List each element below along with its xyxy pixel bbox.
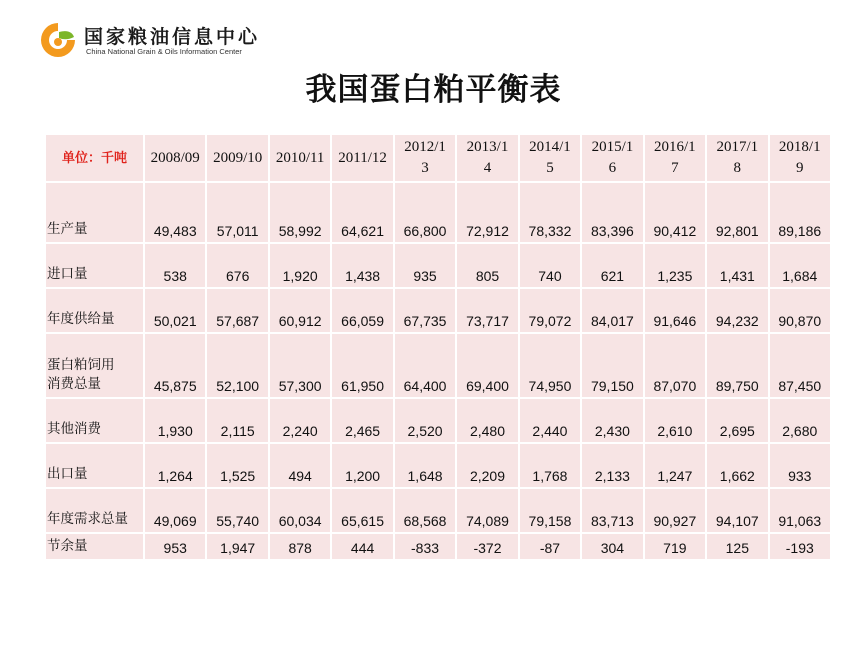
table-row bbox=[45, 288, 831, 333]
logo-mark-icon bbox=[38, 20, 78, 60]
logo-name-en: China National Grain & Oils Information Center bbox=[86, 47, 242, 56]
table-cell: 94,232 bbox=[706, 288, 768, 333]
table-cell: 66,800 bbox=[394, 182, 456, 243]
table-cell: 73,717 bbox=[456, 288, 518, 333]
column-header: 2008/09 bbox=[144, 134, 206, 182]
table-cell: 1,930 bbox=[144, 398, 206, 443]
table-cell: 304 bbox=[581, 533, 643, 560]
table-row bbox=[45, 333, 831, 398]
table-cell: 67,735 bbox=[394, 288, 456, 333]
row-label: 出口量 bbox=[45, 443, 144, 488]
row-label: 蛋白粕饲用 消费总量 bbox=[45, 333, 144, 398]
table-cell: 49,069 bbox=[144, 488, 206, 533]
table-cell: -87 bbox=[519, 533, 581, 560]
table-cell: 1,684 bbox=[769, 243, 831, 288]
column-header: 2016/1 7 bbox=[644, 134, 706, 182]
row-label: 进口量 bbox=[45, 243, 144, 288]
table-cell: 1,525 bbox=[206, 443, 268, 488]
table-cell: 1,648 bbox=[394, 443, 456, 488]
table-row bbox=[45, 443, 831, 488]
table-cell: 878 bbox=[269, 533, 331, 560]
table-cell: 1,662 bbox=[706, 443, 768, 488]
row-label: 年度需求总量 bbox=[45, 488, 144, 533]
table-cell: 89,186 bbox=[769, 182, 831, 243]
logo bbox=[38, 18, 278, 62]
table-cell: 2,610 bbox=[644, 398, 706, 443]
table-cell: 90,412 bbox=[644, 182, 706, 243]
table-cell: 64,621 bbox=[331, 182, 393, 243]
table-cell: 933 bbox=[769, 443, 831, 488]
table-cell: 91,063 bbox=[769, 488, 831, 533]
column-header: 2014/1 5 bbox=[519, 134, 581, 182]
table-cell: -833 bbox=[394, 533, 456, 560]
table-cell: -193 bbox=[769, 533, 831, 560]
table-cell: 1,768 bbox=[519, 443, 581, 488]
page-title: 我国蛋白粕平衡表 bbox=[305, 72, 562, 108]
column-header: 2017/1 8 bbox=[706, 134, 768, 182]
table-cell: 87,450 bbox=[769, 333, 831, 398]
table-row bbox=[45, 182, 831, 243]
table-cell: 621 bbox=[581, 243, 643, 288]
table-row bbox=[45, 398, 831, 443]
table-cell: 45,875 bbox=[144, 333, 206, 398]
table-cell: 805 bbox=[456, 243, 518, 288]
column-header: 2013/1 4 bbox=[456, 134, 518, 182]
table-cell: 55,740 bbox=[206, 488, 268, 533]
table-cell: 52,100 bbox=[206, 333, 268, 398]
table-cell: 444 bbox=[331, 533, 393, 560]
table-cell: 2,480 bbox=[456, 398, 518, 443]
table-cell: 74,950 bbox=[519, 333, 581, 398]
balance-table bbox=[44, 133, 832, 561]
table-cell: 83,396 bbox=[581, 182, 643, 243]
table-cell: 740 bbox=[519, 243, 581, 288]
table-cell: 87,070 bbox=[644, 333, 706, 398]
table-cell: 91,646 bbox=[644, 288, 706, 333]
table-cell: 89,750 bbox=[706, 333, 768, 398]
table-cell: 719 bbox=[644, 533, 706, 560]
column-header: 2009/10 bbox=[206, 134, 268, 182]
table-cell: 79,150 bbox=[581, 333, 643, 398]
table-cell: 1,200 bbox=[331, 443, 393, 488]
table-cell: 2,209 bbox=[456, 443, 518, 488]
table-cell: 69,400 bbox=[456, 333, 518, 398]
table-cell: 72,912 bbox=[456, 182, 518, 243]
column-header: 2011/12 bbox=[331, 134, 393, 182]
column-header: 2012/1 3 bbox=[394, 134, 456, 182]
table-cell: 1,438 bbox=[331, 243, 393, 288]
table-cell: 538 bbox=[144, 243, 206, 288]
table-cell: 57,300 bbox=[269, 333, 331, 398]
table-cell: 74,089 bbox=[456, 488, 518, 533]
table-cell: 1,920 bbox=[269, 243, 331, 288]
table-cell: 66,059 bbox=[331, 288, 393, 333]
table-cell: 94,107 bbox=[706, 488, 768, 533]
table-cell: 57,687 bbox=[206, 288, 268, 333]
table-cell: 83,713 bbox=[581, 488, 643, 533]
table-cell: 78,332 bbox=[519, 182, 581, 243]
table-row bbox=[45, 488, 831, 533]
table-row bbox=[45, 533, 831, 560]
table-cell: 92,801 bbox=[706, 182, 768, 243]
column-header: 2018/1 9 bbox=[769, 134, 831, 182]
table-cell: 2,240 bbox=[269, 398, 331, 443]
table-header-row bbox=[45, 134, 831, 182]
table-cell: 58,992 bbox=[269, 182, 331, 243]
table-cell: 50,021 bbox=[144, 288, 206, 333]
unit-label: 单位：千吨 bbox=[45, 134, 144, 182]
table-cell: 61,950 bbox=[331, 333, 393, 398]
table-cell: 57,011 bbox=[206, 182, 268, 243]
column-header: 2015/1 6 bbox=[581, 134, 643, 182]
table-cell: 90,927 bbox=[644, 488, 706, 533]
table-cell: 79,158 bbox=[519, 488, 581, 533]
table-cell: 676 bbox=[206, 243, 268, 288]
row-label: 节余量 bbox=[45, 533, 144, 560]
table-cell: 1,264 bbox=[144, 443, 206, 488]
table-cell: 2,430 bbox=[581, 398, 643, 443]
logo-name-cn: 国家粮油信息中心 bbox=[84, 26, 261, 48]
column-header: 2010/11 bbox=[269, 134, 331, 182]
table-cell: 2,133 bbox=[581, 443, 643, 488]
table-row bbox=[45, 243, 831, 288]
row-label: 年度供给量 bbox=[45, 288, 144, 333]
table-cell: 90,870 bbox=[769, 288, 831, 333]
table-cell: 84,017 bbox=[581, 288, 643, 333]
table-cell: 68,568 bbox=[394, 488, 456, 533]
table-cell: 1,235 bbox=[644, 243, 706, 288]
table-cell: 60,912 bbox=[269, 288, 331, 333]
table-cell: 64,400 bbox=[394, 333, 456, 398]
table-cell: 1,247 bbox=[644, 443, 706, 488]
row-label: 其他消费 bbox=[45, 398, 144, 443]
table-cell: 2,520 bbox=[394, 398, 456, 443]
table-cell: 2,680 bbox=[769, 398, 831, 443]
table-cell: 2,115 bbox=[206, 398, 268, 443]
table-cell: 1,431 bbox=[706, 243, 768, 288]
table-cell: 935 bbox=[394, 243, 456, 288]
table-cell: -372 bbox=[456, 533, 518, 560]
table-cell: 60,034 bbox=[269, 488, 331, 533]
table-cell: 953 bbox=[144, 533, 206, 560]
table-cell: 494 bbox=[269, 443, 331, 488]
row-label: 生产量 bbox=[45, 182, 144, 243]
table-cell: 1,947 bbox=[206, 533, 268, 560]
table-cell: 79,072 bbox=[519, 288, 581, 333]
table-cell: 2,465 bbox=[331, 398, 393, 443]
table-cell: 2,695 bbox=[706, 398, 768, 443]
table-cell: 49,483 bbox=[144, 182, 206, 243]
table-cell: 65,615 bbox=[331, 488, 393, 533]
table-cell: 2,440 bbox=[519, 398, 581, 443]
table-cell: 125 bbox=[706, 533, 768, 560]
